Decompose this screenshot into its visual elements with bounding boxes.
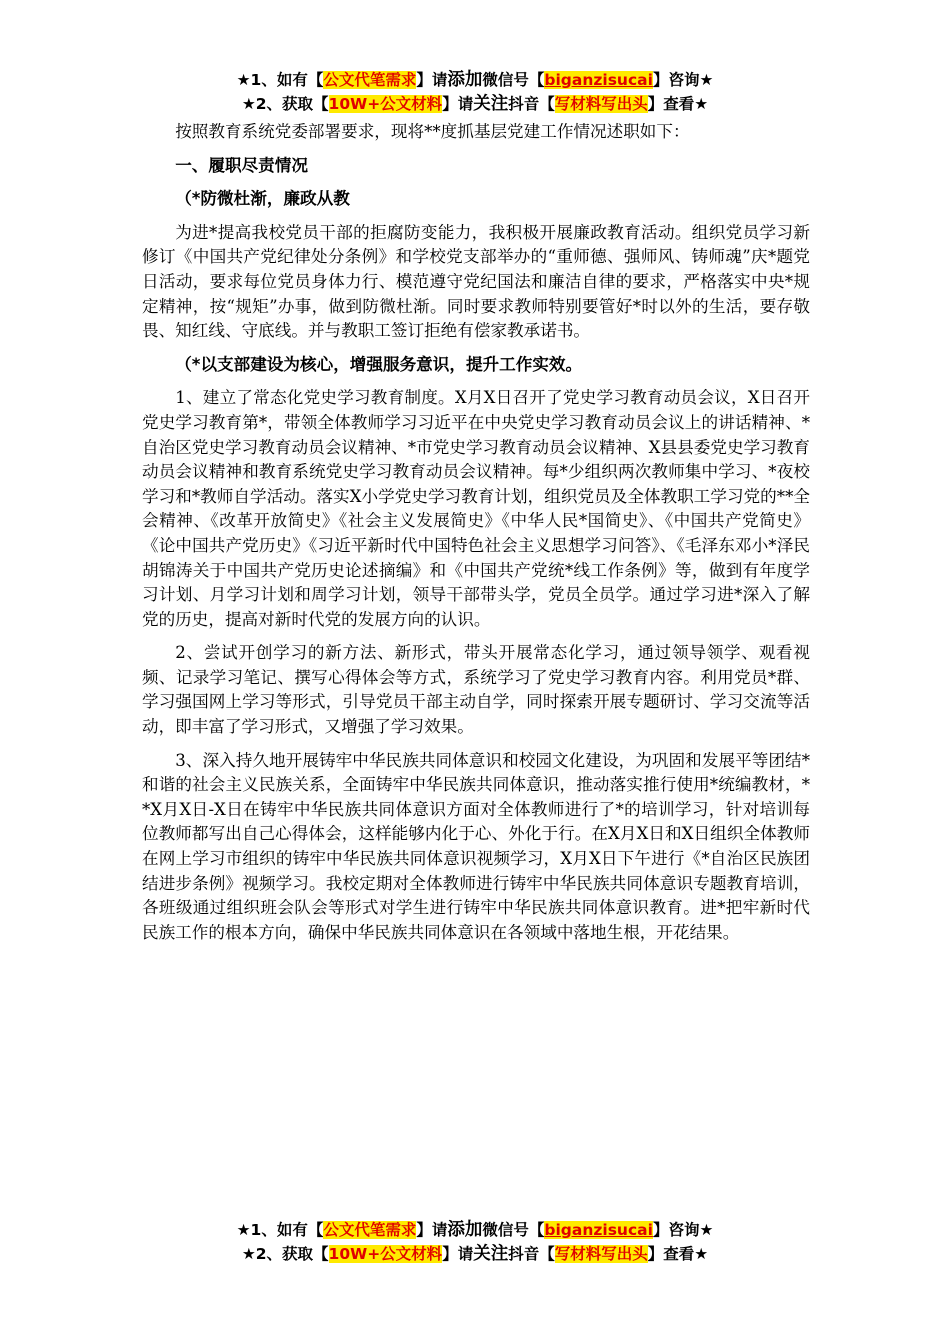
banner-text: ★1、如有【 (236, 71, 324, 89)
bottom-banner (0, 1218, 950, 1266)
document-body (142, 120, 810, 954)
intro-paragraph: 按照教育系统党委部署要求，现将**度抓基层党建工作情况述职如下： (175, 122, 690, 141)
banner-highlight: 10W+公文材料 (328, 95, 443, 113)
banner-text: 抖音【 (508, 95, 555, 113)
banner-line-1 (0, 68, 950, 92)
banner-text: 微信号【 (482, 1221, 545, 1239)
banner-wechat-id: biganzisucai (544, 1221, 653, 1239)
banner-emphasis: 关注 (473, 1244, 509, 1264)
banner-text: 】请 (442, 1245, 474, 1263)
banner-text: 】请 (416, 1221, 448, 1239)
top-banner (0, 68, 950, 116)
list-item: 3、深入持久地开展铸牢中华民族共同体意识和校园文化建设，为巩固和发展平等团结*和谐的社会主义民族关系，全面铸牢中华民族共同体意识，推动落实推行使用*统编教材，**X月X日-X日在铸牢中华民族共同体意识方面对全体教师进行了*的培训学习，针对培训每位教师都写出自己心得体会，这样能够内化于心、外化于行。在X月X日和X日组织全体教师在网上学习市组织的铸牢中华民族共同体意识视频学习，X月X日下午进行《*自治区民族团结进步条例》视频学习。我校定期对全体教师进行铸牢中华民族共同体意识专题教育培训，各班级通过组织班会队会等形式对学生进行铸牢中华民族共同体意识教育。进*把牢新时代民族工作的根本方向，确保中华民族共同体意识在各领域中落地生根，开花结果。 (142, 750, 810, 942)
banner-highlight: 10W+公文材料 (328, 1245, 443, 1263)
banner-wechat-id: biganzisucai (544, 71, 653, 89)
banner-emphasis: 添加 (447, 1220, 483, 1240)
banner-line-1 (0, 1218, 950, 1242)
body-paragraph: 为进*提高我校党员干部的拒腐防变能力，我积极开展廉政教育活动。组织党员学习新修订《中国共产党纪律处分条例》和学校党支部举办的“重师德、强师风、铸师魂”庆*题党日活动，要求每位党员身体力行、模范遵守党纪国法和廉洁自律的要求，严格落实中央*规定精神，按“规矩”办事，做到防微杜渐。同时要求教师特别要管好*时以外的生活，要存敬畏、知红线、守底线。并与教职工签订拒绝有偿家教承诺书。 (142, 222, 810, 341)
banner-text: 微信号【 (482, 71, 545, 89)
banner-text: 】请 (442, 95, 474, 113)
banner-line-2 (0, 92, 950, 116)
banner-emphasis: 关注 (473, 94, 509, 114)
banner-text: 抖音【 (508, 1245, 555, 1263)
banner-highlight: 公文代笔需求 (323, 71, 417, 89)
banner-text: 】咨询★ (652, 71, 714, 89)
subsection-heading: （*防微杜渐，廉政从教 (175, 189, 350, 209)
list-item: 1、建立了常态化党史学习教育制度。X月X日召开了党史学习教育动员会议，X日召开党史学习教育第*，带领全体教师学习习近平在中央党史学习教育动员会议上的讲话精神、*自治区党史学习教育动员会议精神、*市党史学习教育动员会议精神、X县县委党史学习教育动员会议精神和教育系统党史学习教育动员会议精神。每*少组织两次教师集中学习、*夜校学习和*教师自学活动。落实X小学党史学习教育计划，组织党员及全体教职工学习党的**全会精神、《改革开放简史》《社会主义发展简史》《中华人民*国简史》、《中国共产党简史》《论中国共产党历史》《习近平新时代中国特色社会主义思想学习问答》、《毛泽东邓小*泽民胡锦涛关于中国共产党历史论述摘编》和《中国共产党统*线工作条例》等，做到有年度学习计划、月学习计划和周学习计划，领导干部带头学，党员全员学。通过学习进*深入了解党的历史，提高对新时代党的发展方向的认识。 (142, 388, 810, 629)
subsection-heading: （*以支部建设为核心，增强服务意识，提升工作实效。 (175, 354, 583, 374)
banner-text: 】查看★ (647, 95, 709, 113)
banner-text: 】请 (416, 71, 448, 89)
banner-emphasis: 添加 (447, 70, 483, 90)
banner-line-2 (0, 1242, 950, 1266)
banner-highlight: 写材料写出头 (554, 1245, 648, 1263)
banner-text: ★1、如有【 (236, 1221, 324, 1239)
section-heading: 一、履职尽责情况 (175, 155, 308, 175)
banner-highlight: 公文代笔需求 (323, 1221, 417, 1239)
banner-text: 】查看★ (647, 1245, 709, 1263)
banner-highlight: 写材料写出头 (554, 95, 648, 113)
list-item: 2、尝试开创学习的新方法、新形式，带头开展常态化学习，通过领导领学、观看视频、记录学习笔记、撰写心得体会等方式，系统学习了党史学习教育内容。利用党员*群、学习强国网上学习等形式，引导党员干部主动自学，同时探索开展专题研讨、学习交流等活动，即丰富了学习形式，又增强了学习效果。 (142, 643, 810, 737)
banner-text: 】咨询★ (652, 1221, 714, 1239)
banner-text: ★2、获取【 (241, 95, 329, 113)
banner-text: ★2、获取【 (241, 1245, 329, 1263)
